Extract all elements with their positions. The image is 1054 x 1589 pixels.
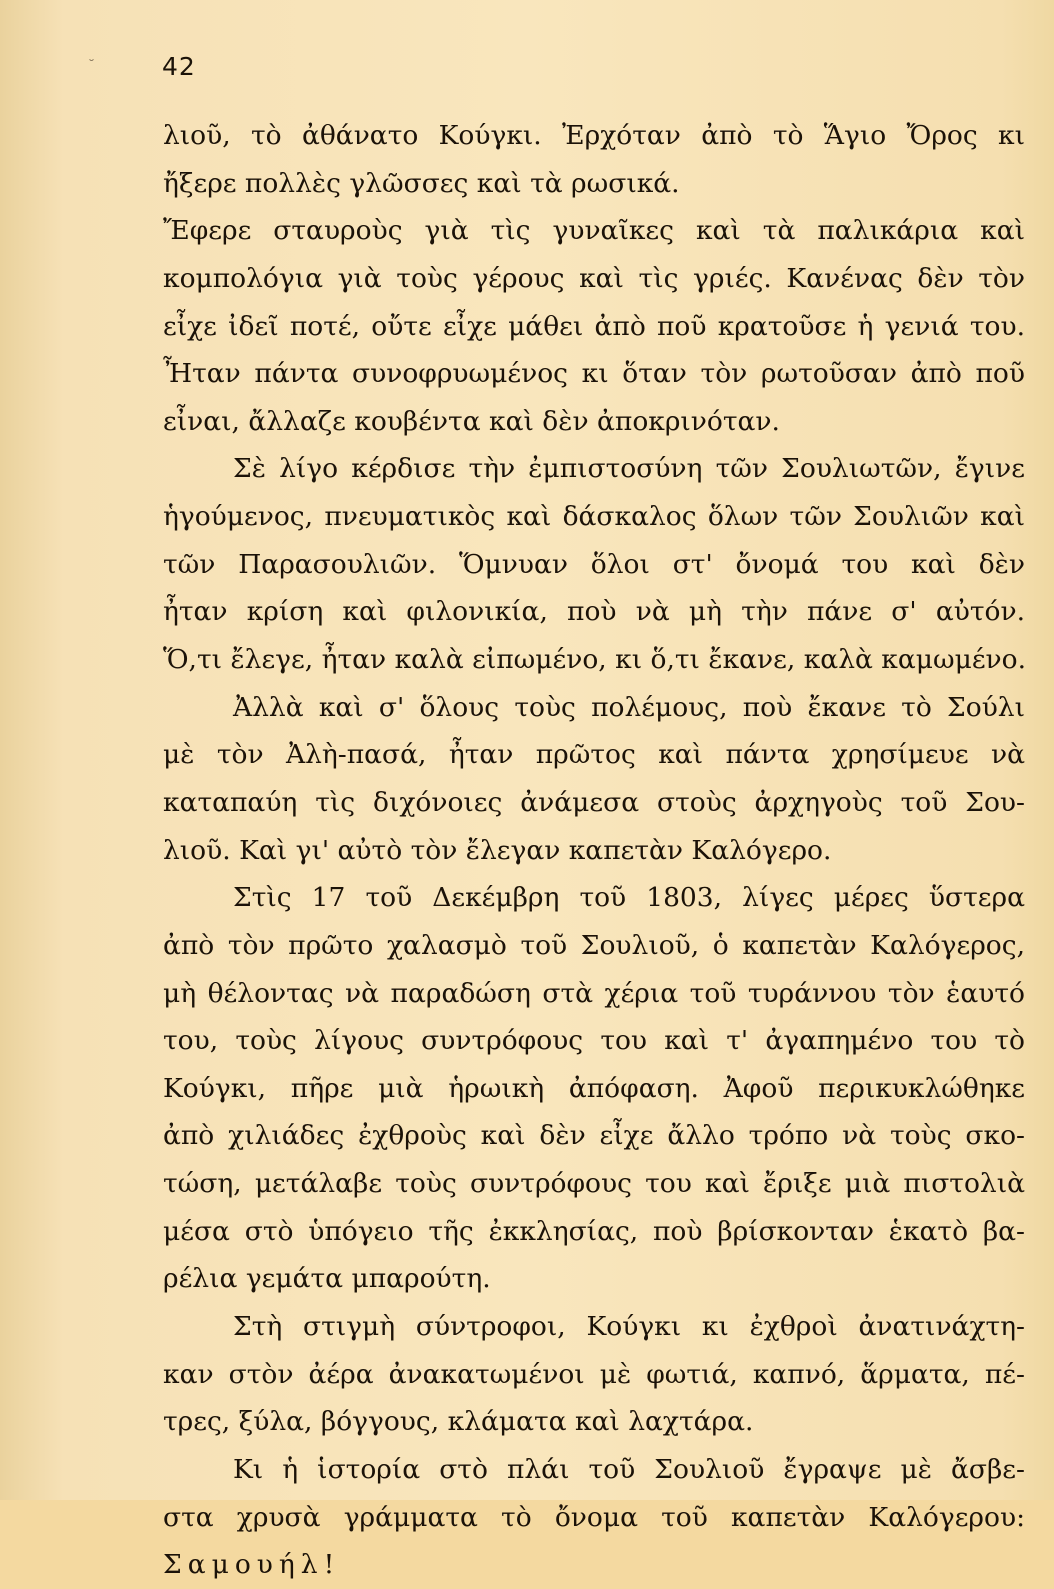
text-line: Σαμουήλ! bbox=[163, 1549, 341, 1581]
text-line: στα χρυσὰ γράμματα τὸ ὄνομα τοῦ καπετὰν Καλόγερου: bbox=[163, 1501, 1025, 1533]
text-line: του, τοὺς λίγους συντρόφους του καὶ τ' ἀγαπημένο του τὸ bbox=[163, 1025, 1025, 1057]
text-line: λιοῦ, τὸ ἀθάνατο Κούγκι. Ἐρχόταν ἀπὸ τὸ Ἅγιο Ὄρος κι bbox=[163, 120, 1025, 151]
text-line: Στὶς 17 τοῦ Δεκέμβρη τοῦ 1803, λίγες μέρες ὕστερα bbox=[233, 882, 1025, 914]
text-line: τρες, ξύλα, βόγγους, κλάματα καὶ λαχτάρα. bbox=[163, 1406, 754, 1438]
text-line: μὲ τὸν Ἀλὴ-πασά, ἦταν πρῶτος καὶ πάντα χρησίμευε νὰ bbox=[163, 739, 1025, 771]
text-line: Σὲ λίγο κέρδισε τὴν ἐμπιστοσύνη τῶν Σουλιωτῶν, ἔγινε bbox=[233, 453, 1025, 485]
text-line: Ἦταν πάντα συνοφρυωμένος κι ὅταν τὸν ρωτοῦσαν ἀπὸ ποῦ bbox=[163, 358, 1025, 390]
text-line: καταπαύη τὶς διχόνοιες ἀνάμεσα στοὺς ἀρχηγοὺς τοῦ Σου- bbox=[163, 786, 1025, 818]
text-line: τώση, μετάλαβε τοὺς συντρόφους του καὶ ἔριξε μιὰ πιστολιὰ bbox=[163, 1168, 1025, 1200]
text-line: Κι ἡ ἱστορία στὸ πλάι τοῦ Σουλιοῦ ἔγραψε μὲ ἄσβε- bbox=[233, 1453, 1025, 1485]
text-line: μὴ θέλοντας νὰ παραδώση στὰ χέρια τοῦ τυράννου τὸν ἑαυτό bbox=[163, 977, 1025, 1009]
text-line: καν στὸν ἀέρα ἀνακατωμένοι μὲ φωτιά, καπνό, ἅρματα, πέ- bbox=[163, 1358, 1025, 1390]
text-line: μέσα στὸ ὑπόγειο τῆς ἐκκλησίας, ποὺ βρίσκονταν ἑκατὸ βα- bbox=[163, 1215, 1025, 1247]
text-line: Ἔφερε σταυροὺς γιὰ τὶς γυναῖκες καὶ τὰ παλικάρια καὶ bbox=[163, 215, 1025, 247]
text-line: τῶν Παρασουλιῶν. Ὅμνυαν ὅλοι στ' ὄνομά του καὶ δὲν bbox=[163, 548, 1025, 580]
text-line: λιοῦ. Καὶ γι' αὐτὸ τὸν ἔλεγαν καπετὰν Καλόγερο. bbox=[163, 834, 832, 866]
page-number: 42 bbox=[162, 52, 196, 81]
text-line: ἀπὸ τὸν πρῶτο χαλασμὸ τοῦ Σουλιοῦ, ὁ καπετὰν Καλόγερος, bbox=[163, 929, 1025, 961]
text-line: Στὴ στιγμὴ σύντροφοι, Κούγκι κι ἐχθροὶ ἀνατινάχτη- bbox=[233, 1311, 1025, 1343]
text-line: ἡγούμενος, πνευματικὸς καὶ δάσκαλος ὅλων τῶν Σουλιῶν καὶ bbox=[163, 501, 1025, 533]
margin-tick: ˘ bbox=[88, 58, 95, 74]
body-text bbox=[163, 112, 1025, 1589]
text-line: εἶναι, ἄλλαζε κουβέντα καὶ δὲν ἀποκρινόταν. bbox=[163, 405, 780, 437]
text-line: ἀπὸ χιλιάδες ἐχθροὺς καὶ δὲν εἶχε ἄλλο τρόπο νὰ τοὺς σκο- bbox=[163, 1120, 1025, 1152]
text-line: Ἀλλὰ καὶ σ' ὅλους τοὺς πολέμους, ποὺ ἔκανε τὸ Σούλι bbox=[233, 691, 1025, 723]
text-line: κομπολόγια γιὰ τοὺς γέρους καὶ τὶς γριές. Κανένας δὲν τὸν bbox=[163, 262, 1025, 294]
text-line: ἤξερε πολλὲς γλῶσσες καὶ τὰ ρωσικά. bbox=[163, 167, 680, 199]
text-line: ρέλια γεμάτα μπαρούτη. bbox=[163, 1263, 491, 1295]
text-line: Ὅ,τι ἔλεγε, ἦταν καλὰ εἰπωμένο, κι ὅ,τι ἔκανε, καλὰ καμωμένο. bbox=[163, 644, 1027, 676]
text-line: εἶχε ἰδεῖ ποτέ, οὔτε εἶχε μάθει ἀπὸ ποῦ κρατοῦσε ἡ γενιά του. bbox=[163, 310, 1025, 342]
text-line: ἦταν κρίση καὶ φιλονικία, ποὺ νὰ μὴ τὴν πάνε σ' αὐτόν. bbox=[163, 596, 1025, 628]
text-line: Κούγκι, πῆρε μιὰ ἡρωικὴ ἀπόφαση. Ἀφοῦ περικυκλώθηκε bbox=[163, 1072, 1025, 1104]
